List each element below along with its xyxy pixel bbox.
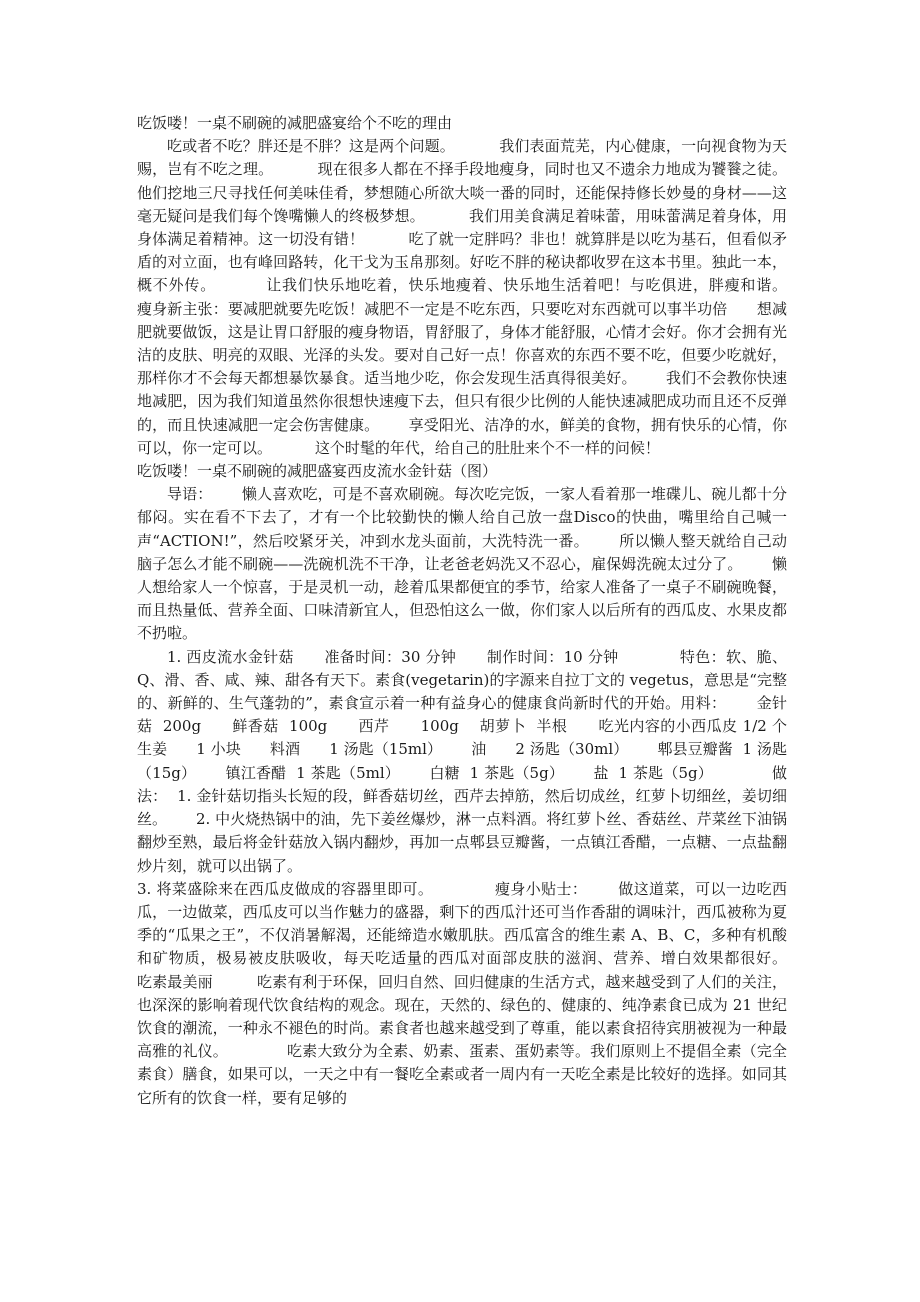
article-title-2: 吃饭喽！一桌不刷碗的减肥盛宴西皮流水金针菇（图） [137, 462, 498, 481]
paragraph-lead: 导语： 懒人喜欢吃，可是不喜欢刷碗。每次吃完饭，一家人看着那一堆碟儿、碗儿都十分郁闷。实在看不下去了，才有一个比较勤快的懒人给自己放一盘Disco的快曲，嘴里给自己喊一声“ACTION!”，然后咬紧牙关，冲到水龙头面前，大洗特洗一番。 所以懒人整天就给自己动脑子怎么才能不刷碗——洗碗机洗不干净，让老爸老妈洗又不忍心，雇保姆洗碗太过分了。 懒人想给家人一个惊喜，于是灵机一动，趁着瓜果都便宜的季节，给家人准备了一桌子不刷碗晚餐，而且热量低、营养全面、口味清新宜人，但恐怕这么一做，你们家人以后所有的西瓜皮、水果皮都不扔啦。 [137, 485, 787, 643]
paragraph-tips: 3. 将菜盛除来在西瓜皮做成的容器里即可。 瘦身小贴士： 做这道菜，可以一边吃西瓜，一边做菜，西瓜皮可以当作魅力的盛器，剩下的西瓜汁还可当作香甜的调味汁，西瓜被称为夏季的“瓜果之王”，不仅消暑解渴，还能缔造水嫩肌肤。西瓜富含的维生素 A、B、C，多种有机酸和矿物质，极易被皮肤吸收，每天吃适量的西瓜对面部皮肤的滋润、营养、增白效果都很好。 吃素最美丽 吃素有利于环保，回归自然、回归健康的生活方式，越来越受到了人们的关注，也深深的影响着现代饮食结构的观念。现在，天然的、绿色的、健康的、纯净素食已成为 21 世纪饮食的潮流，一种永不褪色的时尚。素食者也越来越受到了尊重，能以素食招待宾朋被视为一种最高雅的礼仪。 吃素大致分为全素、奶素、蛋素、蛋奶素等。我们原则上不提倡全素（完全素食）膳食，如果可以，一天之中有一餐吃全素或者一周内有一天吃全素是比较好的选择。如同其它所有的饮食一样，要有足够的 [137, 879, 830, 1107]
document-body [137, 112, 830, 1110]
paragraph-recipe: 1. 西皮流水金针菇 准备时间：30 分钟 制作时间：10 分钟 特色：软、脆、Q、滑、香、咸、辣、甜各有天下。素食(vegetarin)的字源来自拉丁文的 vegetus，意思是“完整的、新鲜的、生气蓬勃的”，素食宣示着一种有益身心的健康食尚新时代的开始。用料： 金针菇 200g 鲜香菇 100g 西芹 100g 胡萝卜 半根 吃光内容的小西瓜皮 1/2 个 生姜 1 小块 料酒 1 汤匙（15ml） 油 2 汤匙（30ml） 郫县豆瓣酱 1 汤匙（15g） 镇江香醋 1 茶匙（5ml） 白糖 1 茶匙（5g） 盐 1 茶匙（5g） 做法： 1. 金针菇切指头长短的段，鲜香菇切丝，西芹去掉筋，然后切成丝，红萝卜切细丝，姜切细丝。 2. 中火烧热锅中的油，先下姜丝爆炒，淋一点料酒。将红萝卜丝、香菇丝、芹菜丝下油锅翻炒至熟，最后将金针菇放入锅内翻炒，再加一点郫县豆瓣酱，一点镇江香醋，一点糖、一点盐翻炒片刻，就可以出锅了。 [137, 647, 816, 875]
paragraph-intro: 吃或者不吃？胖还是不胖？这是两个问题。 我们表面荒芜，内心健康，一向视食物为天赐，岂有不吃之理。 现在很多人都在不择手段地瘦身，同时也又不遗余力地成为饕餮之徒。他们挖地三尺寻找任何美味佳肴，梦想随心所欲大啖一番的同时，还能保持修长妙曼的身材——这毫无疑问是我们每个馋嘴懒人的终极梦想。 我们用美食满足着味蕾，用味蕾满足着身体，用身体满足着精神。这一切没有错！ 吃了就一定胖吗？非也！就算胖是以吃为基石，但看似矛盾的对立面，也有峰回路转，化干戈为玉帛那刻。好吃不胖的秘诀都收罗在这本书里。独此一本，概不外传。 让我们快乐地吃着，快乐地瘦着、快乐地生活着吧！与吃俱进，胖瘦和谐。 瘦身新主张：要减肥就要先吃饭！减肥不一定是不吃东西，只要吃对东西就可以事半功倍 想减肥就要做饭，这是让胃口舒服的瘦身物语，胃舒服了，身体才能舒服，心情才会好。你才会拥有光洁的皮肤、明亮的双眼、光泽的头发。要对自己好一点！你喜欢的东西不要不吃，但要少吃就好，那样你才不会每天都想暴饮暴食。适当地少吃，你会发现生活真得很美好。 我们不会教你快速地减肥，因为我们知道虽然你很想快速瘦下去，但只有很少比例的人能快速减肥成功而且还不反弹的，而且快速减肥一定会伤害健康。 享受阳光、洁净的水，鲜美的食物，拥有快乐的心情，你可以，你一定可以。 这个时髦的年代，给自己的肚肚来个不一样的问候！ [137, 137, 816, 457]
article-title-1: 吃饭喽！一桌不刷碗的减肥盛宴给个不吃的理由 [137, 114, 453, 132]
